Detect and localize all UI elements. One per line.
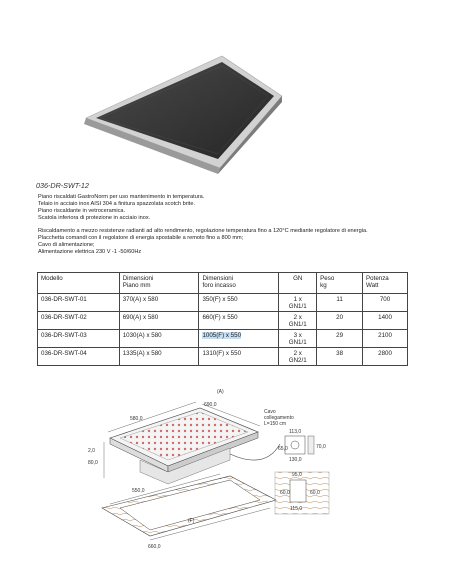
description-line: Cavo di alimentazione; <box>38 241 95 248</box>
svg-text:113,0: 113,0 <box>289 429 302 435</box>
dim-rim: 2,0 <box>88 448 95 454</box>
table-row <box>38 312 408 330</box>
col-header-peso: Peso kg <box>317 273 363 294</box>
control-plate <box>278 429 326 463</box>
description-line: Alimentazione elettrica 230 V -1 -50/60Hz <box>38 248 142 255</box>
cell-model: 036-DR-SWT-03 <box>38 330 120 348</box>
col-header-potenza: Potenza Watt <box>363 273 408 294</box>
cell-piano: 1030(A) x 580 <box>119 330 199 348</box>
description-line: Telaio in acciaio inox AISI 304 a finitura spazzolata scotch brite. <box>38 200 196 207</box>
cell-foro: 350(F) x 550 <box>199 294 279 312</box>
product-photo <box>72 54 284 174</box>
cell-piano: 1335(A) x 580 <box>119 348 199 366</box>
col-header-foro: Dimensioni foro incasso <box>199 273 279 294</box>
col-header-model: Modello <box>38 273 120 294</box>
dim-f-width: 660,0 <box>148 544 161 550</box>
cell-foro: 1310(F) x 550 <box>199 348 279 366</box>
cell-gn: 2 x GN1/1 <box>279 312 317 330</box>
dim-a-width: 690,0 <box>204 402 217 408</box>
cable-label: Cavo <box>264 409 276 415</box>
cable-line <box>230 444 280 460</box>
table-row <box>38 294 408 312</box>
cell-model: 036-DR-SWT-01 <box>38 294 120 312</box>
svg-text:95,0: 95,0 <box>292 472 302 478</box>
dim-a-depth: 580,0 <box>130 416 143 422</box>
description-line: Piano riscaldante in vetroceramica. <box>38 207 126 214</box>
svg-text:65,0: 65,0 <box>278 446 288 452</box>
cell-model: 036-DR-SWT-04 <box>38 348 120 366</box>
label-f: (F) <box>188 518 195 524</box>
cell-gn: 1 x GN1/1 <box>279 294 317 312</box>
technical-drawing <box>80 380 380 580</box>
cell-peso: 38 <box>317 348 363 366</box>
cell-model: 036-DR-SWT-02 <box>38 312 120 330</box>
dim-f-depth: 550,0 <box>132 488 145 494</box>
svg-text:130,0: 130,0 <box>289 457 302 463</box>
cell-peso: 29 <box>317 330 363 348</box>
cell-potenza: 2800 <box>363 348 408 366</box>
plate-cutout-detail <box>275 472 329 514</box>
cell-foro: 660(F) x 550 <box>199 312 279 330</box>
cell-potenza: 2100 <box>363 330 408 348</box>
cell-peso: 11 <box>317 294 363 312</box>
cell-piano: 370(A) x 580 <box>119 294 199 312</box>
cell-gn: 3 x GN1/1 <box>279 330 317 348</box>
spec-table <box>37 272 408 366</box>
table-header-row <box>38 273 408 294</box>
description-line: Piano riscaldati GastroNorm per uso mantenimento in temperatura. <box>38 194 205 200</box>
col-header-piano: Dimensioni Piano mm <box>119 273 199 294</box>
table-row <box>38 348 408 366</box>
cutout-f-iso <box>102 476 276 536</box>
cell-potenza: 700 <box>363 294 408 312</box>
cell-potenza: 1400 <box>363 312 408 330</box>
dim-height: 80,0 <box>88 460 98 466</box>
highlighted-text: 1005(F) x 550 <box>202 331 242 339</box>
description-line: Riscaldamento a mezzo resistenze radianti ad alto rendimento, regolazione temperatura fino a 120°C mediante regolatore di energia. <box>38 228 368 235</box>
svg-text:115,0: 115,0 <box>290 506 303 512</box>
svg-text:60,0: 60,0 <box>310 490 320 496</box>
product-description <box>38 194 428 256</box>
cable-label: collegamento <box>264 415 294 421</box>
table-row <box>38 330 408 348</box>
cell-gn: 2 x GN2/1 <box>279 348 317 366</box>
cell-foro <box>199 330 279 348</box>
cell-piano: 690(A) x 580 <box>119 312 199 330</box>
label-a: (A) <box>217 389 224 395</box>
col-header-gn: GN <box>279 273 317 294</box>
product-code: 036-DR-SWT-12 <box>36 181 89 190</box>
cell-peso: 20 <box>317 312 363 330</box>
cable-label: L=150 cm <box>264 421 287 427</box>
svg-text:60,0: 60,0 <box>280 490 290 496</box>
description-line: Scatola inferiora di protezione in acciaio inox. <box>38 214 151 221</box>
description-line: Placchetta comandi con il regolatore di energia spostabile a remoto fino a 800 mm; <box>38 235 244 242</box>
svg-text:70,0: 70,0 <box>316 444 326 450</box>
